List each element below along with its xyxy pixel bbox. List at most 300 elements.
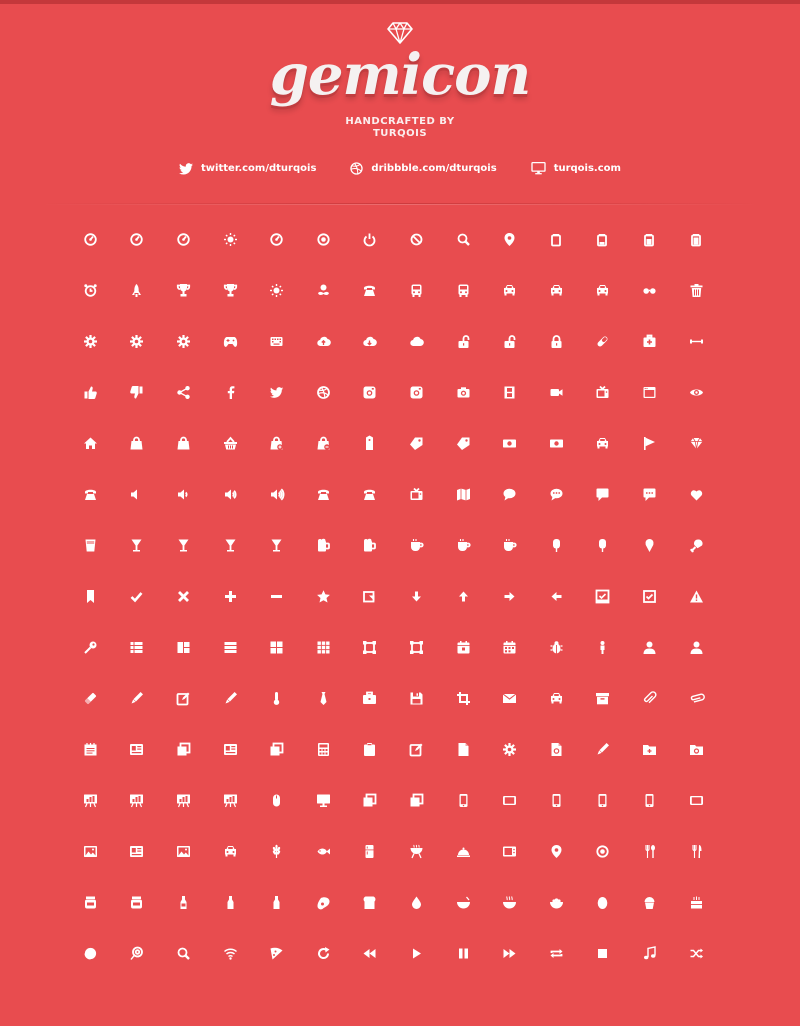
camera-icon <box>457 386 470 399</box>
cake-icon <box>690 896 703 909</box>
presentation-icon <box>177 794 190 807</box>
icon-cell <box>347 326 394 356</box>
glass-icon <box>84 539 97 552</box>
speedometer-icon <box>270 233 283 246</box>
keyboard-icon <box>270 335 283 348</box>
takeaway-cup-icon <box>503 539 516 552</box>
icon-cell <box>300 632 347 662</box>
image-icon <box>84 845 97 858</box>
icon-cell <box>393 734 440 764</box>
icon-cell <box>580 683 627 713</box>
icon-cell <box>347 377 394 407</box>
icon-cell <box>207 377 254 407</box>
icon-grid <box>67 224 719 989</box>
icon-cell <box>440 224 487 254</box>
windows-stack-icon <box>363 794 376 807</box>
icon-cell <box>300 428 347 458</box>
dumbbell-icon <box>690 335 703 348</box>
map-icon <box>457 488 470 501</box>
icon-cell <box>114 377 161 407</box>
price-tag-icon <box>363 437 376 450</box>
tablet-landscape-icon <box>503 794 516 807</box>
icon-cell <box>533 224 580 254</box>
icon-cell <box>580 275 627 305</box>
file-icon <box>457 743 470 756</box>
share-icon <box>177 386 190 399</box>
twitter-link[interactable] <box>179 162 316 175</box>
icon-cell <box>207 581 254 611</box>
icon-cell <box>673 836 720 866</box>
icon-cell <box>207 428 254 458</box>
icon-cell <box>300 581 347 611</box>
icon-cell <box>440 581 487 611</box>
icon-cell <box>440 428 487 458</box>
tagline-line-1: HANDCRAFTED BY <box>345 116 455 127</box>
instagram-alt-icon <box>410 386 423 399</box>
fridge-icon <box>363 845 376 858</box>
icon-cell <box>626 581 673 611</box>
icon-cell <box>160 326 207 356</box>
coffee-cup-icon <box>410 539 423 552</box>
icon-cell <box>673 683 720 713</box>
water-drop-icon <box>410 896 423 909</box>
wine-glass-icon <box>130 539 143 552</box>
icon-cell <box>486 836 533 866</box>
microphone-icon <box>317 488 330 501</box>
icon-cell <box>347 785 394 815</box>
social-links <box>0 162 800 175</box>
pencil-icon <box>224 692 237 705</box>
icon-cell <box>114 887 161 917</box>
clipboard-icon <box>363 743 376 756</box>
icon-cell <box>673 275 720 305</box>
icon-cell <box>440 632 487 662</box>
icon-cell <box>486 326 533 356</box>
lock-icon <box>550 335 563 348</box>
volume-high-icon <box>270 488 283 501</box>
icon-cell <box>207 683 254 713</box>
documents-icon <box>270 743 283 756</box>
tablet-wide-icon <box>690 794 703 807</box>
icon-cell <box>347 224 394 254</box>
icon-cell <box>300 275 347 305</box>
icon-cell <box>393 938 440 968</box>
battery-empty-icon <box>550 233 563 246</box>
tie-icon <box>317 692 330 705</box>
fork-spoon-icon <box>643 845 656 858</box>
icon-cell <box>440 683 487 713</box>
icon-cell <box>440 836 487 866</box>
truck-icon <box>503 284 516 297</box>
icon-cell <box>580 224 627 254</box>
icon-cell <box>393 224 440 254</box>
icon-cell <box>580 581 627 611</box>
icon-cell <box>67 275 114 305</box>
icon-cell <box>626 785 673 815</box>
news-icon <box>224 743 237 756</box>
icon-cell <box>160 938 207 968</box>
dribbble-link[interactable] <box>350 162 496 175</box>
icon-cell <box>160 428 207 458</box>
website-link[interactable] <box>531 162 621 175</box>
icon-cell <box>207 326 254 356</box>
icon-cell <box>533 785 580 815</box>
plus-icon <box>224 590 237 603</box>
icon-cell <box>673 377 720 407</box>
icon-cell <box>160 836 207 866</box>
pill-icon <box>596 335 609 348</box>
icon-cell <box>114 479 161 509</box>
icon-cell <box>207 275 254 305</box>
grid-nine-icon <box>317 641 330 654</box>
icon-cell <box>347 836 394 866</box>
icon-cell <box>207 887 254 917</box>
first-aid-icon <box>643 335 656 348</box>
icon-cell <box>626 275 673 305</box>
icon-cell <box>253 530 300 560</box>
icon-cell <box>533 326 580 356</box>
icon-cell <box>533 377 580 407</box>
contact-card-icon <box>224 845 237 858</box>
dribbble-icon <box>350 162 363 175</box>
radio-icon <box>410 488 423 501</box>
icon-cell <box>580 479 627 509</box>
twitter-link-label: twitter.com/dturqois <box>201 163 317 174</box>
icon-cell <box>533 581 580 611</box>
icon-cell <box>626 479 673 509</box>
vintage-phone-icon <box>363 284 376 297</box>
clock-dial-icon <box>177 233 190 246</box>
icon-cell <box>347 632 394 662</box>
icon-cell <box>626 734 673 764</box>
bag-remove-icon <box>317 437 330 450</box>
icon-cell <box>67 734 114 764</box>
icon-cell <box>347 530 394 560</box>
portrait-icon <box>130 845 143 858</box>
icon-cell <box>440 938 487 968</box>
devices-icon <box>550 794 563 807</box>
bowl-steam-icon <box>503 896 516 909</box>
icon-cell <box>253 275 300 305</box>
volume-medium-icon <box>224 488 237 501</box>
easel-icon <box>130 794 143 807</box>
fish-icon <box>317 845 330 858</box>
dribbble-link-label: dribbble.com/dturqois <box>371 163 497 174</box>
edit-icon <box>177 692 190 705</box>
bar-chart-board-icon <box>84 794 97 807</box>
floppy-disk-icon <box>410 692 423 705</box>
icon-cell <box>67 938 114 968</box>
icon-cell <box>486 785 533 815</box>
tagline <box>0 116 800 140</box>
chart-board-icon <box>224 794 237 807</box>
fast-forward-icon <box>503 947 516 960</box>
credit-card-icon <box>596 437 609 450</box>
icon-cell <box>300 938 347 968</box>
pot-icon <box>130 896 143 909</box>
beer-mug-icon <box>317 539 330 552</box>
bag-add-icon <box>270 437 283 450</box>
file-settings-icon <box>503 743 516 756</box>
list-view-icon <box>130 641 143 654</box>
eraser-icon <box>84 692 97 705</box>
icon-cell <box>253 224 300 254</box>
sauce-bottle-icon <box>177 896 190 909</box>
volume-mute-icon <box>130 488 143 501</box>
cog-icon <box>130 335 143 348</box>
icon-cell <box>67 377 114 407</box>
icon-cell <box>486 479 533 509</box>
icon-cell <box>160 530 207 560</box>
tagline-line-2: TURQOIS <box>372 128 428 139</box>
icon-cell <box>114 836 161 866</box>
icon-cell <box>580 326 627 356</box>
icon-cell <box>673 224 720 254</box>
browser-window-icon <box>643 386 656 399</box>
icon-cell <box>300 785 347 815</box>
bottle-icon <box>224 896 237 909</box>
cupcake-icon <box>643 896 656 909</box>
icon-cell <box>533 887 580 917</box>
cocktail-icon <box>224 539 237 552</box>
shopping-bag-icon <box>130 437 143 450</box>
rewind-icon <box>363 947 376 960</box>
barbecue-icon <box>410 845 423 858</box>
grid-four-icon <box>270 641 283 654</box>
magnifier-round-icon <box>177 947 190 960</box>
icon-cell <box>207 632 254 662</box>
icon-cell <box>67 785 114 815</box>
icon-cell <box>673 938 720 968</box>
target-icon <box>317 233 330 246</box>
icon-cell <box>253 887 300 917</box>
icon-cell <box>393 428 440 458</box>
crop-icon <box>457 692 470 705</box>
facebook-icon <box>224 386 237 399</box>
icon-cell <box>114 785 161 815</box>
icon-cell <box>253 377 300 407</box>
icon-cell <box>253 683 300 713</box>
refresh-icon <box>317 947 330 960</box>
toast-icon <box>363 896 376 909</box>
icon-cell <box>160 377 207 407</box>
speech-bubble-icon <box>503 488 516 501</box>
car-icon <box>550 284 563 297</box>
chat-typing-icon <box>550 488 563 501</box>
icon-cell <box>486 632 533 662</box>
icon-cell <box>626 377 673 407</box>
steak-icon <box>317 896 330 909</box>
folder-open-icon <box>596 743 609 756</box>
icon-cell <box>300 836 347 866</box>
icon-cell <box>253 785 300 815</box>
comment-icon <box>596 488 609 501</box>
key-icon <box>84 641 97 654</box>
sunglasses-icon <box>270 284 283 297</box>
alarm-clock-icon <box>84 284 97 297</box>
banknote-icon <box>550 437 563 450</box>
map-pin-icon <box>503 233 516 246</box>
settings-icon <box>177 335 190 348</box>
icon-cell <box>440 734 487 764</box>
icon-cell <box>533 734 580 764</box>
sun-icon <box>224 233 237 246</box>
crop-frame-icon <box>410 641 423 654</box>
icon-cell <box>440 887 487 917</box>
bookmark-icon <box>84 590 97 603</box>
icon-cell <box>580 530 627 560</box>
icon-cell <box>114 581 161 611</box>
card-icon <box>550 692 563 705</box>
icon-cell <box>253 938 300 968</box>
tag-icon <box>457 437 470 450</box>
icon-cell <box>440 275 487 305</box>
unlock-icon <box>457 335 470 348</box>
icon-cell <box>300 224 347 254</box>
picture-icon <box>177 845 190 858</box>
cash-icon <box>503 437 516 450</box>
compass-icon <box>130 233 143 246</box>
food-cloche-icon <box>457 845 470 858</box>
icon-cell <box>300 530 347 560</box>
popsicle-icon <box>596 539 609 552</box>
checkmark-icon <box>130 590 143 603</box>
icon-cell <box>626 632 673 662</box>
home-icon <box>84 437 97 450</box>
icon-cell <box>580 632 627 662</box>
coffee-mug-icon <box>457 539 470 552</box>
taxi-icon <box>596 284 609 297</box>
arrow-right-icon <box>503 590 516 603</box>
icon-cell <box>207 734 254 764</box>
icon-cell <box>160 224 207 254</box>
stop-icon <box>596 947 609 960</box>
envelope-icon <box>503 692 516 705</box>
icon-cell <box>300 887 347 917</box>
desktop-icon <box>317 794 330 807</box>
cloud-icon <box>410 335 423 348</box>
file-refresh-icon <box>550 743 563 756</box>
icon-cell <box>114 224 161 254</box>
signpost-icon <box>550 845 563 858</box>
icon-cell <box>300 734 347 764</box>
icon-cell <box>580 428 627 458</box>
icon-cell <box>673 581 720 611</box>
icon-cell <box>580 785 627 815</box>
icon-cell <box>486 275 533 305</box>
icon-cell <box>253 581 300 611</box>
warning-icon <box>690 590 703 603</box>
icon-cell <box>626 428 673 458</box>
monitor-icon <box>531 162 546 175</box>
calendar-icon <box>457 641 470 654</box>
icon-cell <box>533 938 580 968</box>
shopping-bag-alt-icon <box>177 437 190 450</box>
dribbble-icon <box>317 386 330 399</box>
icon-cell <box>393 785 440 815</box>
icon-cell <box>160 275 207 305</box>
icon-cell <box>253 734 300 764</box>
icon-cell <box>253 836 300 866</box>
icon-cell <box>533 530 580 560</box>
music-note-icon <box>643 947 656 960</box>
icon-cell <box>440 377 487 407</box>
icon-cell <box>393 581 440 611</box>
smartphone-icon <box>457 794 470 807</box>
star-icon <box>317 590 330 603</box>
block-icon <box>410 233 423 246</box>
top-accent-bar <box>0 0 800 4</box>
thermometer-icon <box>270 692 283 705</box>
thumbs-up-icon <box>84 386 97 399</box>
calculator-icon <box>317 743 330 756</box>
volume-low-icon <box>177 488 190 501</box>
twitter-icon <box>270 386 283 399</box>
diamond-icon <box>387 22 413 44</box>
icon-cell <box>207 836 254 866</box>
battery-medium-icon <box>643 233 656 246</box>
icon-cell <box>533 632 580 662</box>
icon-cell <box>300 683 347 713</box>
battery-low-icon <box>596 233 609 246</box>
trash-icon <box>690 284 703 297</box>
lock-open-icon <box>503 335 516 348</box>
icon-cell <box>347 683 394 713</box>
icon-cell <box>533 836 580 866</box>
icon-cell <box>673 326 720 356</box>
chicken-leg-icon <box>690 539 703 552</box>
icon-cell <box>347 734 394 764</box>
icon-cell <box>300 377 347 407</box>
wifi-icon <box>224 947 237 960</box>
icon-cell <box>486 734 533 764</box>
clipboard-edit-icon <box>410 743 423 756</box>
icon-cell <box>347 479 394 509</box>
icon-cell <box>207 938 254 968</box>
ice-cream-bar-icon <box>550 539 563 552</box>
ice-cream-cone-icon <box>643 539 656 552</box>
folder-add-icon <box>643 743 656 756</box>
icon-cell <box>300 479 347 509</box>
icon-cell <box>393 683 440 713</box>
icon-cell <box>393 377 440 407</box>
icon-cell <box>253 428 300 458</box>
icon-cell <box>580 377 627 407</box>
paperclip-alt-icon <box>690 692 703 705</box>
icon-cell <box>160 785 207 815</box>
icon-cell <box>114 632 161 662</box>
tv-icon <box>596 386 609 399</box>
diamond-icon <box>690 437 703 450</box>
glasses-icon <box>643 284 656 297</box>
mouse-icon <box>270 794 283 807</box>
gauge-icon <box>84 233 97 246</box>
icon-cell <box>114 938 161 968</box>
arrow-down-icon <box>410 590 423 603</box>
icon-cell <box>626 326 673 356</box>
icon-cell <box>160 632 207 662</box>
fullscreen-icon <box>363 641 376 654</box>
cloud-download-icon <box>363 335 376 348</box>
video-icon <box>550 386 563 399</box>
user-alt-icon <box>690 641 703 654</box>
icon-cell <box>393 326 440 356</box>
bug-icon <box>550 641 563 654</box>
play-icon <box>410 947 423 960</box>
icon-cell <box>486 377 533 407</box>
icon-cell <box>393 887 440 917</box>
icon-cell <box>67 479 114 509</box>
